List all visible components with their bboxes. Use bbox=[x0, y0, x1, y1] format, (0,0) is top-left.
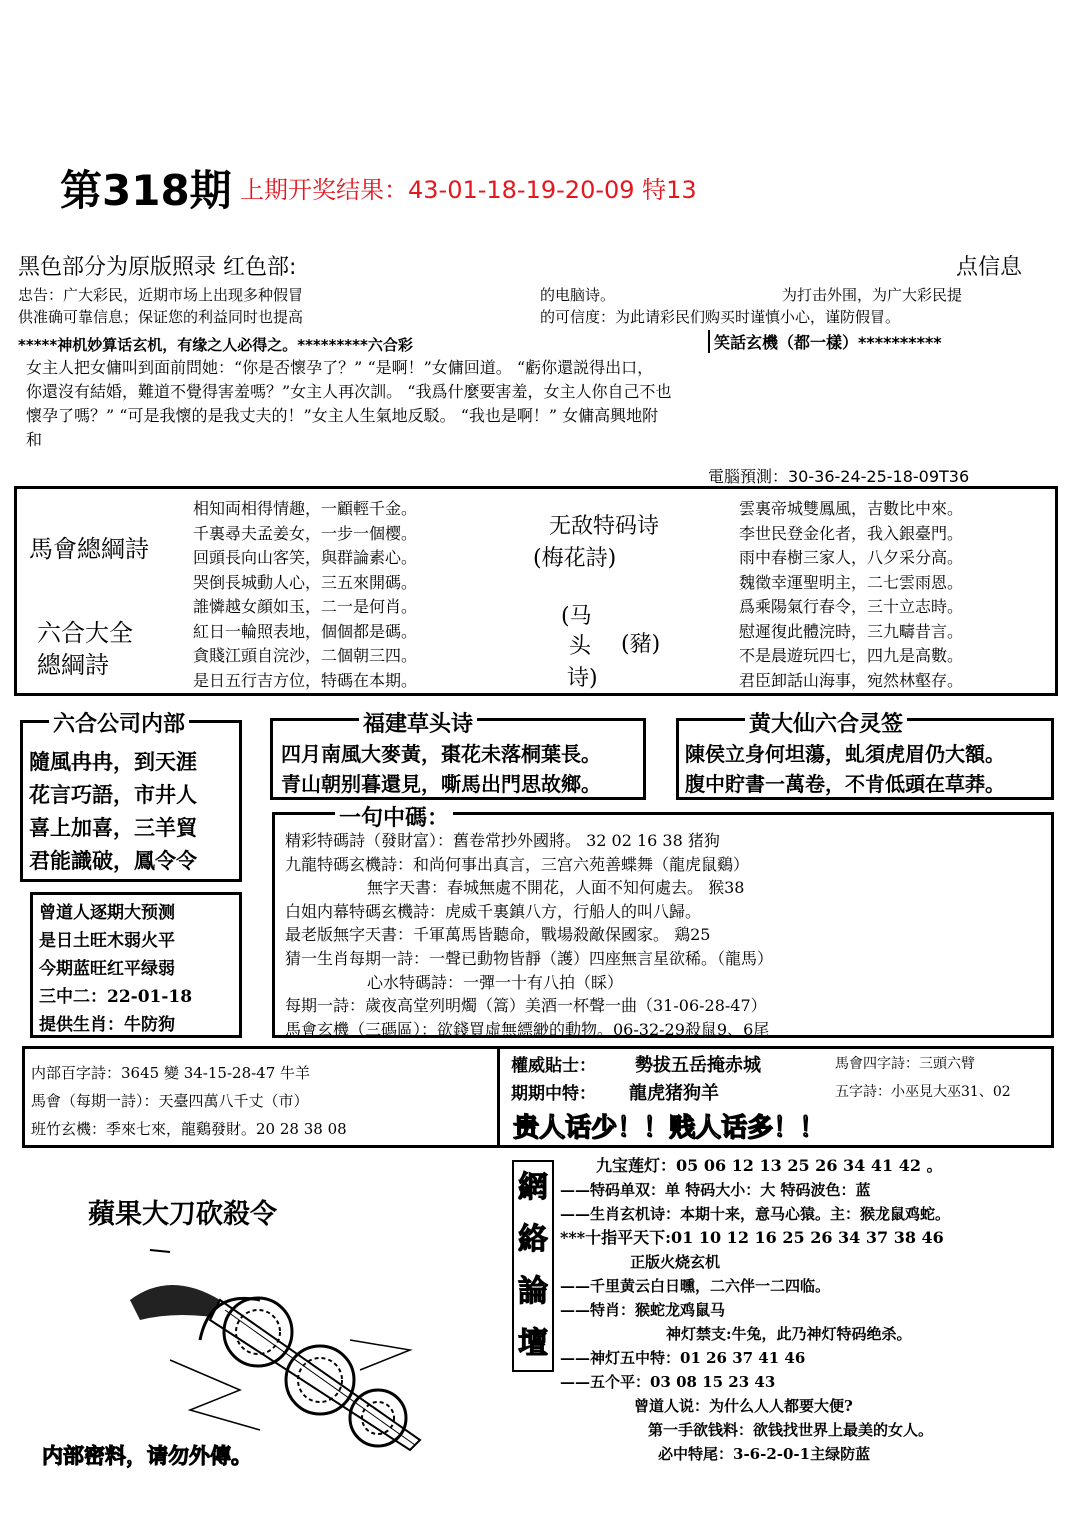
yiju-line: 無字天書：春城無處不開花，人面不知何處去。 猴38 bbox=[367, 878, 745, 898]
yiju-line: 九龍特碼玄機詩：和尚何事出真言，三宫六苑善蝶舞（龍虎鼠鷄） bbox=[285, 854, 750, 874]
joke-line: 你還沒有結婚，難道不覺得害羞嗎？”女主人再次訓。 “我爲什麼要害羞，女主人你自己不也 bbox=[26, 382, 672, 401]
zengdao-line: 是日土旺木弱火平 bbox=[39, 931, 175, 951]
knife-icon bbox=[110, 1240, 470, 1470]
zengdao-lines bbox=[39, 899, 192, 1039]
forum-line: 九宝莲灯：05 06 12 13 25 26 34 41 42 。 bbox=[596, 1156, 943, 1175]
yiju-line: 最老版無字天書：千軍萬馬皆聽命，戰場殺敵保國家。 鶏25 bbox=[285, 925, 711, 945]
company-box bbox=[20, 711, 242, 882]
poem-line: 慰遲復此體浣時，三九疇昔言。 bbox=[739, 621, 964, 641]
forum-lines bbox=[560, 1154, 950, 1466]
warning-text: 供准确可靠信息；保证您的利益同时也提高 bbox=[18, 308, 304, 326]
yiju-line: 每期一詩：歲夜高堂列明燭（篙）美酒一杯聲一曲（31-06-28-47） bbox=[285, 996, 767, 1016]
huang-line: 腹中貯書一萬卷，不肯低頭在草莽。 bbox=[685, 772, 1005, 796]
authority-value: 龍虎猪狗羊 bbox=[629, 1083, 719, 1104]
forum-char: 絡 bbox=[518, 1222, 548, 1257]
authority-label: 權威貼士： bbox=[511, 1056, 596, 1076]
zengdao-line: 三中二：22-01-18 bbox=[39, 987, 193, 1007]
warning-text: 忠告：广大彩民，近期市场上出现多种假冒 bbox=[18, 286, 304, 304]
poem-line: 是日五行吉方位，特碼在本期。 bbox=[193, 670, 418, 690]
poem-box-title: 總綱詩 bbox=[37, 651, 109, 679]
fujian-line: 青山朝别暮還見，嘶馬出門思故鄉。 bbox=[281, 772, 601, 796]
forum-line: ——神灯五中特：01 26 37 41 46 bbox=[560, 1349, 806, 1367]
inner-line: 馬會（每期一詩）：天臺四萬八千丈（市） bbox=[31, 1092, 309, 1110]
yiju-lines bbox=[285, 829, 773, 1041]
authority-extra: 五字詩：小巫見大巫31、02 bbox=[835, 1084, 1011, 1100]
poem-box-title: 馬會總綱詩 bbox=[29, 535, 149, 563]
yiju-title: 一句中碼： bbox=[335, 801, 453, 832]
yiju-line: 猜一生肖每期一詩：一聲已動物皆靜（護）四座無言星欲稀。（龍馬） bbox=[285, 948, 774, 968]
joke-title: 笑話玄機（都一樣）********** bbox=[708, 330, 942, 353]
forum-line: ——千里黄云白日曛，二六伴一二四临。 bbox=[560, 1277, 831, 1295]
center-text: 诗) bbox=[567, 666, 598, 691]
poem-line: 哭倒長城動人心，三五來開碼。 bbox=[193, 572, 418, 592]
company-line: 喜上加喜，三羊貿 bbox=[29, 815, 197, 840]
company-line: 花言巧語，市井人 bbox=[29, 782, 197, 807]
center-text: (马 bbox=[561, 604, 592, 629]
huang-lines bbox=[685, 739, 1005, 799]
huang-line: 陳侯立身何坦蕩，虬須虎眉仍大額。 bbox=[685, 742, 1005, 766]
huang-title: 黄大仙六合灵签 bbox=[745, 707, 907, 738]
forum-line: ***十指平天下:01 10 12 16 25 26 34 37 38 46 bbox=[560, 1228, 944, 1247]
inner-lines bbox=[31, 1059, 347, 1143]
inner-line: 班竹玄機：季來七來，龍鷄發財。20 28 38 08 bbox=[31, 1120, 347, 1138]
zengdao-title: 曾道人逐期大预测 bbox=[39, 903, 175, 923]
forum-line: 曾道人说：为什么人人都要大便? bbox=[634, 1397, 853, 1415]
warning-text: 的可信度：为此请彩民们购买时谨慎小心，谨防假冒。 bbox=[540, 308, 901, 326]
computer-forecast: 電腦預測：30-36-24-25-18-09T36 bbox=[708, 467, 970, 486]
forum-line: ——特肖：猴蛇龙鸡鼠马 bbox=[560, 1301, 726, 1319]
forum-line: 正版火烧玄机 bbox=[630, 1253, 721, 1271]
center-subtitle: (梅花詩) bbox=[533, 546, 617, 571]
forum-line: 第一手欲钱料：欲钱找世界上最美的女人。 bbox=[648, 1421, 934, 1439]
huang-box bbox=[676, 711, 1054, 800]
company-line: 隨風冉冉，到天涯 bbox=[29, 749, 197, 774]
poem-line: 貪賤江頭自浣沙，二個朝三四。 bbox=[193, 646, 418, 665]
slogan-text: *****神机妙算话玄机，有缘之人必得之。*********六合彩 bbox=[18, 336, 413, 354]
warning-text: 为打击外围，为广大彩民提 bbox=[782, 286, 963, 304]
authority-extra: 馬會四字詩：三頭六臂 bbox=[835, 1056, 975, 1072]
apple-footer: 内部密料，请勿外傳。 bbox=[42, 1444, 252, 1468]
forum-line: 神灯禁支:牛兔，此乃神灯特码绝杀。 bbox=[666, 1325, 912, 1343]
poem-line: 千裏尋夫孟姜女，一步一個樱。 bbox=[193, 523, 418, 543]
fujian-line: 四月南風大麥黃，棗花未落桐葉長。 bbox=[281, 742, 601, 766]
center-text: 头 bbox=[569, 634, 592, 659]
forum-line: ——生肖玄机诗：本期十来，意马心猿。主：猴龙鼠鸡蛇。 bbox=[560, 1205, 951, 1223]
divider bbox=[497, 1049, 500, 1145]
yiju-line: 馬會玄機（三碼區）：欲錢買虛無縹緲的動物。06-32-29殺鼠9、6尾 bbox=[285, 1019, 770, 1039]
forum-char: 網 bbox=[518, 1170, 548, 1205]
poem-line: 李世民登金化者，我入銀臺門。 bbox=[739, 523, 964, 543]
issue-number: 第318期 bbox=[60, 166, 232, 215]
company-lines bbox=[29, 745, 197, 877]
fujian-box bbox=[270, 711, 646, 800]
notice-line: 黑色部分为原版照录 红色部: bbox=[18, 255, 297, 280]
yiju-line: 心水特碼詩：一彈一十有八拍（睬） bbox=[367, 972, 624, 992]
forum-char: 論 bbox=[518, 1274, 548, 1309]
joke-line: 懷孕了嗎？” “可是我懷的是我丈夫的！”女主人生氣地反駁。 “我也是啊！” 女傭高興地附 bbox=[26, 406, 659, 425]
poem-line: 誰憐越女顔如玉，二一是何肖。 bbox=[193, 597, 418, 616]
joke-text bbox=[26, 356, 671, 452]
yiju-box bbox=[272, 805, 1054, 1039]
poem-left-lines bbox=[193, 497, 417, 693]
zengdao-box bbox=[30, 892, 242, 1038]
poem-box-title: 六合大全 bbox=[37, 619, 133, 647]
yiju-line: 精彩特碼詩（發財富）：舊卷常抄外國將。 32 02 16 38 猪狗 bbox=[285, 831, 720, 850]
forum-line: 必中特尾：3-6-2-0-1主绿防蓝 bbox=[658, 1445, 871, 1463]
notice-info: 点信息 bbox=[956, 255, 1023, 280]
warning-text: 的电脑诗。 bbox=[540, 286, 616, 304]
joke-line: 和 bbox=[26, 430, 43, 449]
poem-line: 雲裏帝城雙鳳風，吉數比中來。 bbox=[739, 499, 964, 518]
forum-line: ——特码单双：单 特码大小：大 特码波色：蓝 bbox=[560, 1181, 871, 1199]
slogan-banner: 贵人话少！！贱人话多！！ bbox=[513, 1113, 826, 1143]
yiju-line: 白姐内幕特碼玄機詩：虎威千裏鎮八方，行船人的叫八歸。 bbox=[285, 901, 702, 921]
poem-line: 爲乘陽氣行春令，三十立志時。 bbox=[739, 597, 964, 616]
company-title: 六合公司内部 bbox=[49, 707, 189, 738]
poem-line: 回頭長向山客笑，與群論素心。 bbox=[193, 548, 418, 567]
poem-line: 魏徵幸運聖明主，二七雲雨恩。 bbox=[739, 572, 964, 592]
last-result: 上期开奖结果：43-01-18-19-20-09 特13 bbox=[240, 176, 697, 204]
forum-line: ——五个平：03 08 15 23 43 bbox=[560, 1373, 776, 1391]
poem-line: 相知両相得情趣，一顧輕千金。 bbox=[193, 499, 418, 518]
apple-title: 蘋果大刀砍殺令 bbox=[88, 1199, 277, 1230]
poem-line: 紅日一輪照表地，個個都是碼。 bbox=[193, 621, 418, 641]
poem-right-lines bbox=[739, 497, 963, 693]
company-line: 君能識破，鳳令令 bbox=[29, 848, 197, 873]
poem-box bbox=[14, 486, 1058, 696]
zengdao-line: 今期蓝旺红平绿弱 bbox=[39, 959, 175, 979]
authority-label: 期期中特： bbox=[511, 1084, 596, 1104]
fujian-lines bbox=[281, 739, 601, 799]
fujian-title: 福建草头诗 bbox=[359, 707, 477, 738]
center-text: (豬) bbox=[621, 632, 661, 657]
poem-line: 不是晨遊玩四七，四九是高數。 bbox=[739, 646, 964, 665]
inner-line: 内部百字詩：3645 變 34-15-28-47 牛羊 bbox=[31, 1064, 311, 1082]
zengdao-line: 提供生肖：牛防狗 bbox=[39, 1015, 175, 1035]
center-title: 无敌特码诗 bbox=[549, 514, 660, 539]
poem-line: 雨中春樹三家人，八夕采分高。 bbox=[739, 548, 964, 567]
poem-line: 君臣卸話山海事，宛然林壑存。 bbox=[739, 670, 964, 690]
inner-authority-box bbox=[22, 1046, 1054, 1148]
authority-value: 勢拔五岳掩赤城 bbox=[635, 1055, 761, 1076]
joke-line: 女主人把女傭叫到面前問她：“你是否懷孕了？” “是啊！”女傭回道。 “虧你還説得出口， bbox=[26, 358, 654, 377]
forum-vertical-label bbox=[512, 1160, 554, 1372]
forum-char: 壇 bbox=[518, 1326, 548, 1361]
